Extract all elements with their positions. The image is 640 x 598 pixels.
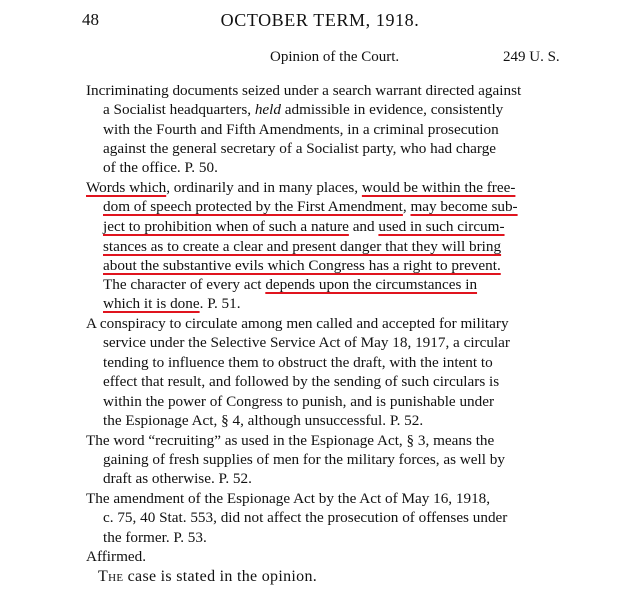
text-line xyxy=(86,432,494,450)
text-line xyxy=(103,101,503,119)
text-line xyxy=(103,509,507,527)
volume-label: 249 U. S. xyxy=(503,49,560,65)
text-span: the Espionage Act, § 4, although unsuccessful. P. 52. xyxy=(103,412,424,429)
lead-word: The xyxy=(98,568,124,585)
underlined-text: stances as to create a clear and present danger that they will bring xyxy=(103,238,502,255)
text-line xyxy=(103,276,477,294)
text-span: of the office. P. 50. xyxy=(103,159,218,176)
text-span: and xyxy=(348,218,379,235)
underlined-text: ject to prohibition when of such a nature xyxy=(103,218,349,235)
text-line xyxy=(103,121,499,139)
text-span: . P. 51. xyxy=(199,295,241,312)
text-line xyxy=(86,82,521,100)
text-span: effect that result, and followed by the sending of such circulars is xyxy=(103,373,500,390)
text-line xyxy=(86,548,146,566)
underlined-text: Words which xyxy=(86,179,167,196)
underlined-text: may become sub- xyxy=(410,198,518,215)
text-line xyxy=(103,218,505,236)
text-line xyxy=(103,257,501,275)
text-span: admissible in evidence, consistently xyxy=(280,101,504,118)
text-span: The amendment of the Espionage Act by the Act of May 16, 1918, xyxy=(86,490,491,507)
text-span: with the Fourth and Fifth Amendments, in a criminal prosecution xyxy=(103,121,499,138)
text-span: service under the Selective Service Act of May 18, 1917, a circular xyxy=(103,334,510,351)
text-line xyxy=(103,238,501,256)
underlined-text: used in such circum- xyxy=(378,218,505,235)
text-span: draft as otherwise. P. 52. xyxy=(103,470,252,487)
underlined-text: depends upon the circumstances in xyxy=(265,276,478,293)
text-span: The word “recruiting” as used in the Espionage Act, § 3, means the xyxy=(86,432,495,449)
underlined-text: dom of speech protected by the First Amendment xyxy=(103,198,403,215)
text-line xyxy=(103,393,494,411)
text-line xyxy=(103,159,218,177)
text-line xyxy=(86,315,509,333)
text-span: A conspiracy to circulate among men called and accepted for military xyxy=(86,315,509,332)
text-line xyxy=(103,334,510,352)
text-span: The character of every act xyxy=(103,276,266,293)
text-line xyxy=(103,140,496,158)
section-label: Opinion of the Court. xyxy=(270,49,400,65)
text-span: within the power of Congress to punish, and is punishable under xyxy=(103,393,495,410)
text-span: case is stated in the opinion. xyxy=(123,568,318,585)
text-span: , ordinarily and in many places, xyxy=(166,179,362,196)
text-span: , xyxy=(402,198,411,215)
text-line xyxy=(103,451,505,469)
text-span: tending to influence them to obstruct the draft, with the intent to xyxy=(103,354,493,371)
text-span: Incriminating documents seized under a search warrant directed against xyxy=(86,82,522,99)
text-line xyxy=(103,373,499,391)
text-line xyxy=(103,470,252,488)
text-line xyxy=(103,354,493,372)
text-line xyxy=(103,198,518,216)
page-number: 48 xyxy=(82,10,99,29)
text-line xyxy=(86,179,515,197)
text-span: gaining of fresh supplies of men for the military forces, as well by xyxy=(103,451,505,468)
text-span: c. 75, 40 Stat. 553, did not affect the prosecution of offenses under xyxy=(103,509,508,526)
text-line xyxy=(103,295,241,313)
running-head: OCTOBER TERM, 1918. xyxy=(220,10,420,30)
text-line xyxy=(86,490,490,508)
italic-term: held xyxy=(254,101,281,118)
underlined-text: would be within the free- xyxy=(361,179,516,196)
text-line xyxy=(103,529,207,547)
text-span: Affirmed. xyxy=(86,548,147,565)
text-span: the former. P. 53. xyxy=(103,529,207,546)
text-line xyxy=(103,412,423,430)
text-span: a Socialist headquarters, xyxy=(103,101,255,118)
underlined-text: which it is done xyxy=(103,295,200,312)
case-stated-line xyxy=(98,568,317,586)
underlined-text: about the substantive evils which Congress has a right to prevent. xyxy=(103,257,501,274)
text-span: against the general secretary of a Socialist party, who had charge xyxy=(103,140,497,157)
